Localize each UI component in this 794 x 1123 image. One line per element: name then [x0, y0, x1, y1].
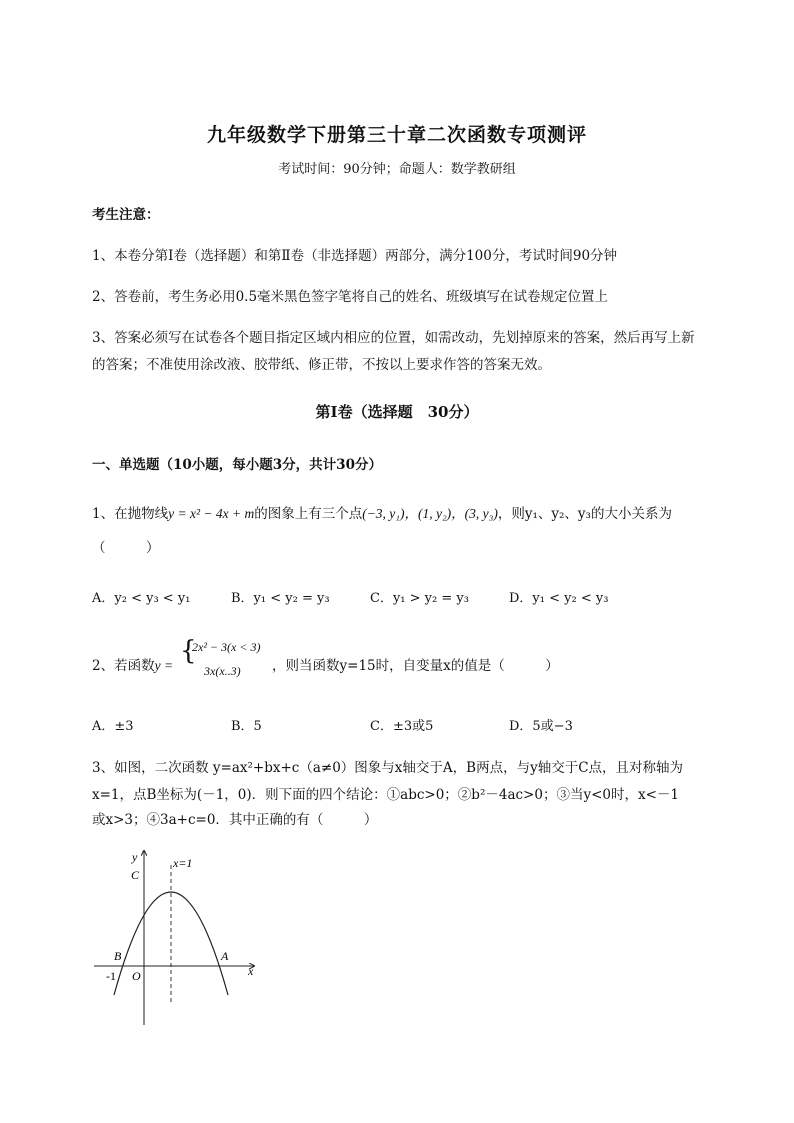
notice-item-3: 3、答案必须写在试卷各个题目指定区域内相应的位置，如需改动，先划掉原来的答案，然后再写上新 — [92, 330, 695, 346]
q1-prefix: 1、在抛物线 — [92, 506, 169, 522]
notice-item-1: 1、本卷分第Ⅰ卷（选择题）和第Ⅱ卷（非选择题）两部分，满分100分，考试时间90分钟 — [92, 248, 618, 264]
q1-option-c: C．y₁ > y₂ = y₃ — [370, 591, 469, 606]
page-title: 九年级数学下册第三十章二次函数专项测评 — [206, 124, 587, 146]
symmetry-axis-label: x=1 — [173, 856, 193, 870]
q2-option-d: D．5或−3 — [509, 719, 573, 734]
q2-case-2: 3x(x..3) — [204, 664, 241, 678]
q3-line-1: 3、如图，二次函数 y=ax²+bx+c（a≠0）图象与x轴交于A，B两点，与y轴交于C点，且对称轴为 — [92, 760, 684, 776]
part-heading: 一、单选题（10小题，每小题3分，共计30分） — [92, 457, 382, 473]
notice-item-3-cont: 的答案；不准使用涂改液、胶带纸、修正带，不按以上要求作答的答案无效。 — [92, 357, 551, 373]
q2-suffix: ，则当函数y=15时，自变量x的值是（ ） — [272, 658, 559, 674]
q1-option-d: D．y₁ < y₂ < y₃ — [509, 591, 609, 606]
q3-line-3: 或x>3；④3a+c=0．其中正确的有（ ） — [92, 812, 378, 828]
notice-item-2: 2、答卷前，考生务必用0.5毫米黑色签字笔将自己的姓名、班级填写在试卷规定位置上 — [92, 289, 609, 305]
q2-prefix — [92, 654, 173, 674]
x-axis-label: x — [248, 964, 254, 978]
q1-equation: y = x² − 4x + m — [168, 506, 255, 521]
q2-func: y = — [154, 658, 174, 673]
q1-option-a: A．y₂ < y₃ < y₁ — [92, 591, 191, 606]
origin-label: O — [132, 969, 141, 983]
minus-one-label: -1 — [106, 969, 116, 983]
q1-points: (−3, y₁)，(1, y₂)，(3, y₃) — [362, 506, 498, 521]
q1-blank: （ ） — [92, 540, 160, 556]
q2-brace: { — [180, 636, 197, 666]
parabola-figure — [88, 845, 268, 1030]
q1-mid: 的图象上有三个点 — [254, 506, 363, 522]
question-1 — [92, 502, 672, 522]
y-axis-label: y — [132, 850, 138, 864]
notice-heading: 考生注意： — [92, 207, 160, 223]
q2-option-a: A．±3 — [92, 719, 134, 734]
q1-suffix: ，则y₁、y₂、y₃的大小关系为 — [497, 506, 672, 522]
q1-option-b: B．y₁ < y₂ = y₃ — [231, 591, 330, 606]
q2-prefix-text: 2、若函数 — [92, 658, 155, 674]
point-a-label: A — [221, 949, 229, 963]
q2-option-c: C．±3或5 — [370, 719, 434, 734]
point-c-label: C — [131, 868, 140, 882]
q2-case-1: 2x² − 3(x < 3) — [192, 640, 261, 654]
point-b-label: B — [114, 949, 122, 963]
section-title: 第Ⅰ卷（选择题 30分） — [315, 403, 479, 421]
q2-option-b: B．5 — [231, 719, 262, 734]
page-subtitle: 考试时间：90分钟；命题人：数学教研组 — [278, 162, 516, 177]
q3-line-2: x=1，点B坐标为(－1，0)．则下面的四个结论：①abc>0；②b²－4ac>0；③当y<0时，x<－1 — [92, 787, 679, 803]
